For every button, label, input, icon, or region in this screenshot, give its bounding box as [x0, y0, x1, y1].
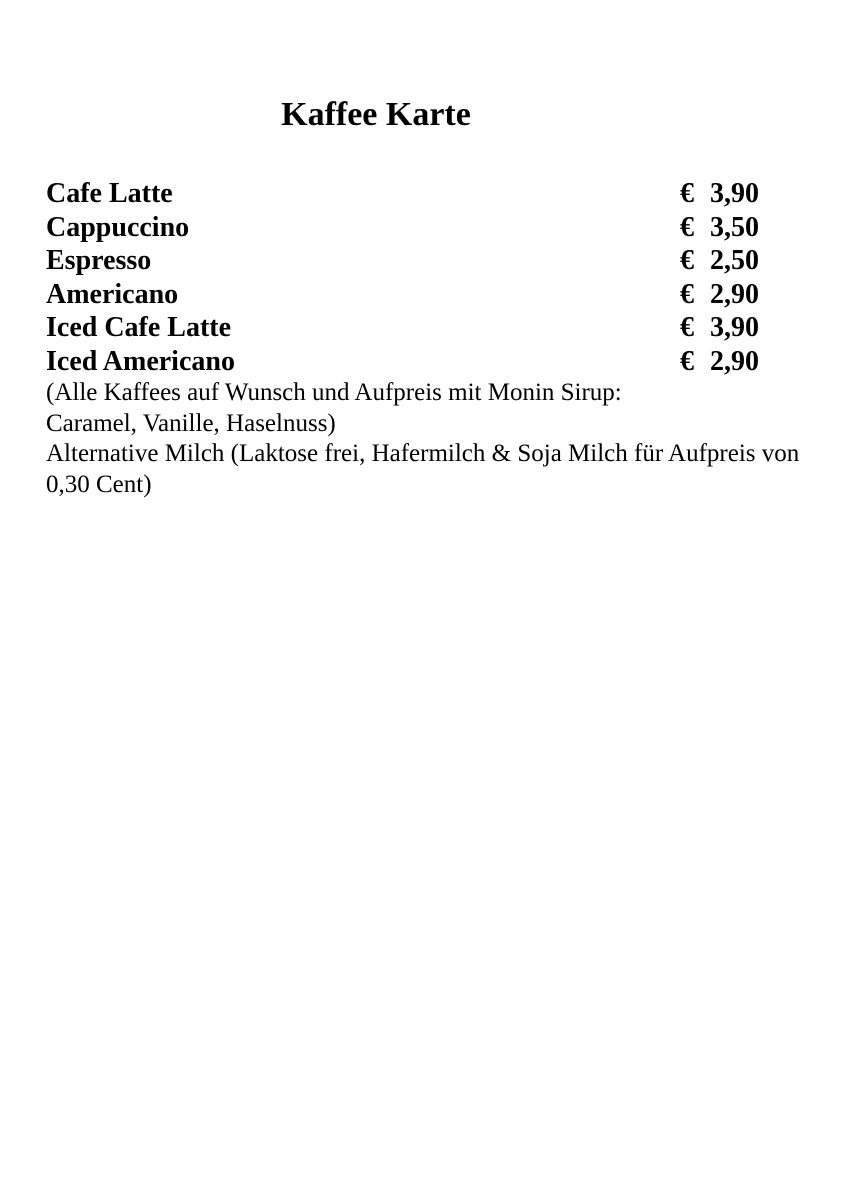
price-value: 2,90 — [710, 278, 759, 310]
price-value: 3,90 — [710, 178, 759, 209]
euro-symbol: € — [680, 178, 694, 209]
menu-title: Kaffee Karte — [281, 96, 471, 133]
menu-item-price — [680, 277, 759, 313]
menu-item-price — [680, 210, 759, 246]
price-value: 3,90 — [710, 312, 759, 344]
menu-item — [46, 210, 786, 244]
price-value: 2,50 — [710, 245, 759, 277]
menu-item-price — [680, 310, 759, 346]
menu-item-name: Cappuccino — [46, 211, 190, 243]
menu-item-name: Cafe Latte — [46, 178, 173, 209]
menu-item-price — [680, 344, 759, 380]
menu-item-price — [680, 176, 759, 212]
menu-item — [46, 344, 786, 378]
syrup-note: (Alle Kaffees auf Wunsch und Aufpreis mit Monin Sirup: Caramel, Vanille, Haselnuss) — [46, 379, 622, 437]
menu-item — [46, 176, 786, 210]
menu-item-name: Americano — [46, 278, 179, 310]
price-value: 3,50 — [710, 211, 759, 243]
euro-symbol: € — [680, 278, 694, 310]
menu-item-price — [680, 243, 759, 279]
menu-item-name: Iced Cafe Latte — [46, 312, 232, 344]
menu-list — [46, 176, 786, 378]
menu-item — [46, 310, 786, 344]
milk-note: Alternative Milch (Laktose frei, Hafermilch & Soja Milch für Aufpreis von 0,30 Cent) — [46, 440, 800, 498]
price-value: 2,90 — [710, 345, 759, 377]
euro-symbol: € — [680, 345, 694, 377]
menu-item-name: Iced Americano — [46, 345, 235, 377]
menu-notes — [46, 378, 806, 500]
euro-symbol: € — [680, 245, 694, 277]
euro-symbol: € — [680, 312, 694, 344]
menu-item-name: Espresso — [46, 245, 152, 277]
euro-symbol: € — [680, 211, 694, 243]
menu-item — [46, 243, 786, 277]
menu-item — [46, 277, 786, 311]
